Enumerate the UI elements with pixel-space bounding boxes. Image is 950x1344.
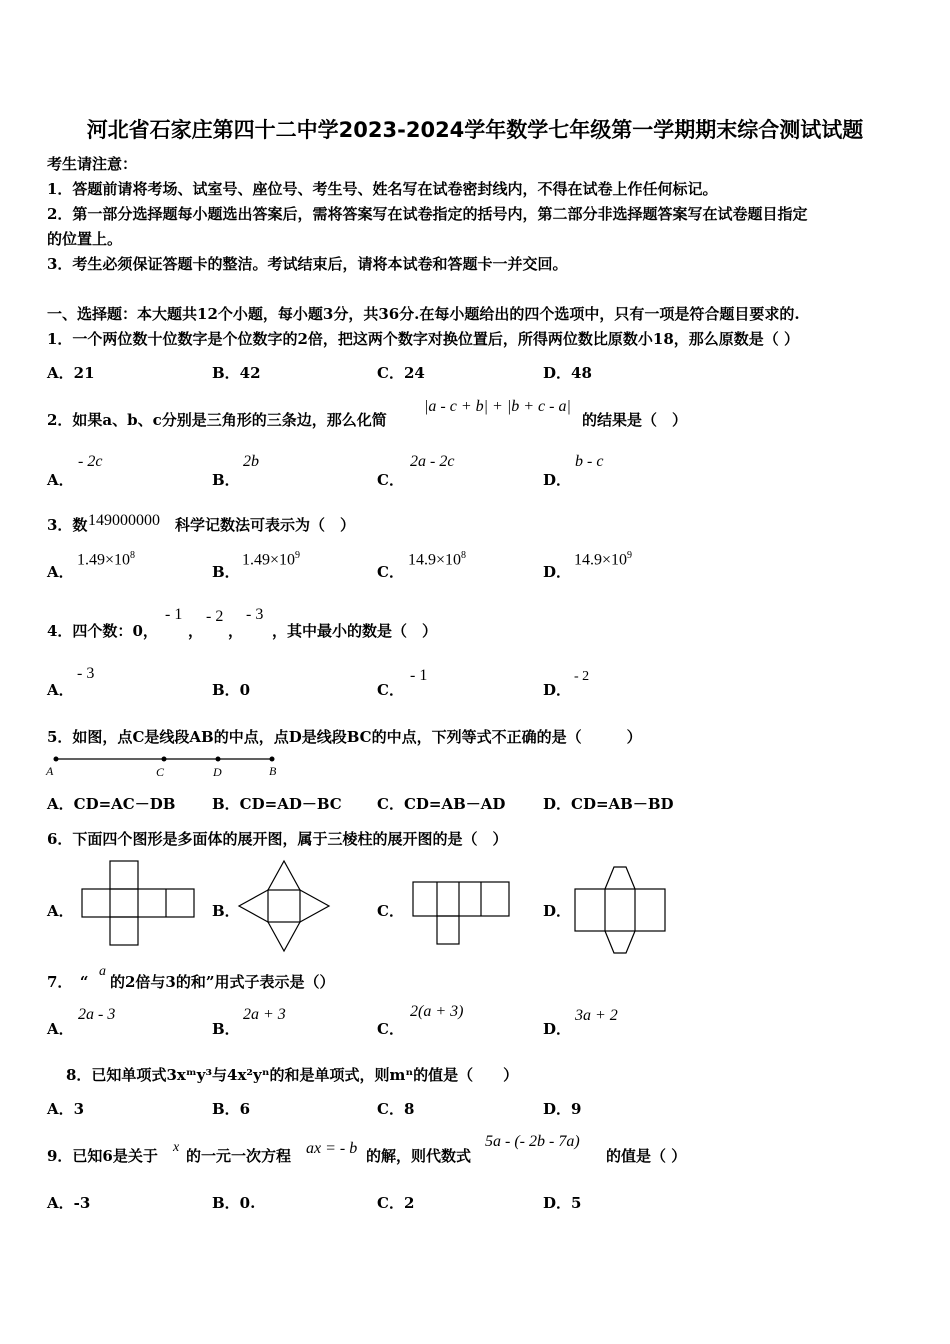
q2-option-d: b - c: [575, 453, 604, 470]
q4-number-3: - 3: [246, 606, 264, 623]
q9-option-b: B．0.: [212, 1194, 256, 1212]
point-c: [162, 757, 167, 762]
question-2-stem: 2．如果a、b、c分别是三角形的三条边，那么化简: [47, 411, 387, 429]
q4-number-1: - 1: [165, 606, 183, 623]
question-9-part-3: 的解，则代数式: [366, 1147, 472, 1165]
q4-sep-1: ，: [188, 622, 204, 640]
question-3-stem: 3．数: [47, 516, 88, 534]
q3-label-b: B．: [212, 563, 240, 581]
q5-line-segment-figure: [44, 750, 284, 780]
q7-label-c: C．: [377, 1020, 404, 1038]
q7-option-b: 2a + 3: [243, 1006, 286, 1023]
q9-variable: x: [173, 1140, 180, 1155]
notice-item-1: 1．答题前请将考场、试室号、座位号、考生号、姓名写在试卷密封线内，不得在试卷上作任何标记。: [47, 180, 718, 198]
q6-label-c: C．: [377, 902, 404, 920]
q4-sep-2: ，: [228, 622, 244, 640]
question-8: 8．已知单项式3xᵐy³与4x²yⁿ的和是单项式，则mⁿ的值是（ ）: [66, 1066, 519, 1084]
q7-variable: a: [99, 964, 106, 979]
q1-option-c: C．24: [377, 364, 425, 382]
q1-option-d: D．48: [543, 364, 592, 382]
q9-option-c: C．2: [377, 1194, 415, 1212]
q2-label-b: B．: [212, 471, 240, 489]
q3-option-a: $1.49\times 10^8$: [77, 550, 136, 569]
q6-label-d: D．: [543, 902, 572, 920]
q4-label-c: C．: [377, 681, 404, 699]
question-5: 5．如图，点C是线段AB的中点，点D是线段BC的中点，下列等式不正确的是（ ）: [47, 728, 642, 746]
notice-item-3: 3．考生必须保证答题卡的整洁。考试结束后，请将本试卷和答题卡一并交回。: [47, 255, 568, 273]
q7-option-c: 2(a + 3): [410, 1003, 464, 1020]
question-6: 6．下面四个图形是多面体的展开图，属于三棱柱的展开图的是（ ）: [47, 830, 508, 848]
q2-option-b: 2b: [243, 453, 259, 470]
q9-option-d: D．5: [543, 1194, 582, 1212]
q3-label-d: D．: [543, 563, 572, 581]
q2-option-a: - 2c: [78, 453, 103, 470]
q8-option-d: D．9: [543, 1100, 582, 1118]
question-9-tail: 的值是（ ）: [606, 1147, 687, 1165]
q6-net-d: [570, 862, 670, 958]
q2-option-c: 2a - 2c: [410, 453, 455, 470]
point-c-label: C: [156, 765, 165, 779]
q3-option-c: $14.9\times 10^8$: [408, 550, 467, 569]
q3-label-a: A．: [47, 563, 74, 581]
q2-label-c: C．: [377, 471, 404, 489]
point-b-label: B: [269, 764, 277, 778]
q9-expression: 5a - (- 2b - 7a): [485, 1133, 580, 1150]
q3-number: 149000000: [88, 512, 160, 529]
q4-label-d: D．: [543, 681, 572, 699]
q1-option-b: B．42: [212, 364, 261, 382]
q3-label-c: C．: [377, 563, 404, 581]
q3-option-d: $14.9\times 10^9$: [574, 550, 633, 569]
q7-option-d: 3a + 2: [575, 1007, 618, 1024]
question-3-tail: 科学记数法可表示为（ ）: [175, 516, 356, 534]
q9-option-a: A．-3: [47, 1194, 91, 1212]
point-d-label: D: [213, 765, 222, 779]
question-7-tail: 的2倍与3的和”用式子表示是（）: [110, 973, 335, 991]
q8-option-a: A．3: [47, 1100, 85, 1118]
notice-item-2-cont: 的位置上。: [47, 230, 123, 248]
q4-option-c: - 1: [410, 667, 428, 684]
q5-option-d: D．CD=AB－BD: [543, 795, 674, 813]
q4-option-a: - 3: [77, 665, 95, 682]
q8-option-c: C．8: [377, 1100, 415, 1118]
notice-heading: 考生请注意：: [47, 155, 138, 173]
q6-net-a: [78, 858, 198, 950]
point-a: [54, 757, 59, 762]
q6-net-c: [410, 876, 514, 948]
question-4-tail: ，其中最小的数是（ ）: [272, 622, 438, 640]
q7-option-a: 2a - 3: [78, 1006, 116, 1023]
question-7-stem: 7． “: [47, 973, 89, 991]
q7-label-b: B．: [212, 1020, 240, 1038]
q7-label-a: A．: [47, 1020, 74, 1038]
q7-label-d: D．: [543, 1020, 572, 1038]
question-9-part-2: 的一元一次方程: [186, 1147, 292, 1165]
question-9-stem: 9．已知6是关于: [47, 1147, 158, 1165]
q5-option-a: A．CD=AC－DB: [47, 795, 176, 813]
q4-option-d: - 2: [574, 669, 590, 684]
section-heading: 一、选择题：本大题共12个小题，每小题3分，共36分.在每小题给出的四个选项中，只有一项是符合题目要求的.: [47, 305, 800, 323]
point-b: [270, 757, 275, 762]
q6-label-a: A．: [47, 902, 74, 920]
q4-option-b: B．0: [212, 681, 251, 699]
q8-option-b: B．6: [212, 1100, 251, 1118]
page-title: 河北省石家庄第四十二中学2023-2024学年数学七年级第一学期期末综合测试试题: [86, 118, 864, 142]
q2-label-d: D．: [543, 471, 572, 489]
q4-number-2: - 2: [206, 608, 224, 625]
q2-label-a: A．: [47, 471, 74, 489]
q4-label-a: A．: [47, 681, 74, 699]
q6-net-b: [236, 858, 334, 954]
point-a-label: A: [46, 764, 54, 778]
notice-item-2: 2．第一部分选择题每小题选出答案后，需将答案写在试卷指定的括号内，第二部分非选择题答案写在试卷题目指定: [47, 205, 808, 223]
question-4-stem: 4．四个数：0，: [47, 622, 158, 640]
q1-option-a: A．21: [47, 364, 95, 382]
q2-expression: |a - c + b| + |b + c - a|: [424, 398, 571, 415]
q5-option-b: B．CD=AD－BC: [212, 795, 342, 813]
point-d: [216, 757, 221, 762]
q6-label-b: B．: [212, 902, 240, 920]
q9-equation: ax = - b: [306, 1140, 358, 1157]
question-2-tail: 的结果是（ ）: [582, 411, 688, 429]
q3-option-b: $1.49\times 10^9$: [242, 550, 301, 569]
question-1: 1．一个两位数十位数字是个位数字的2倍，把这两个数字对换位置后，所得两位数比原数小18，那么原数是（ ）: [47, 330, 799, 348]
q5-option-c: C．CD=AB－AD: [377, 795, 506, 813]
